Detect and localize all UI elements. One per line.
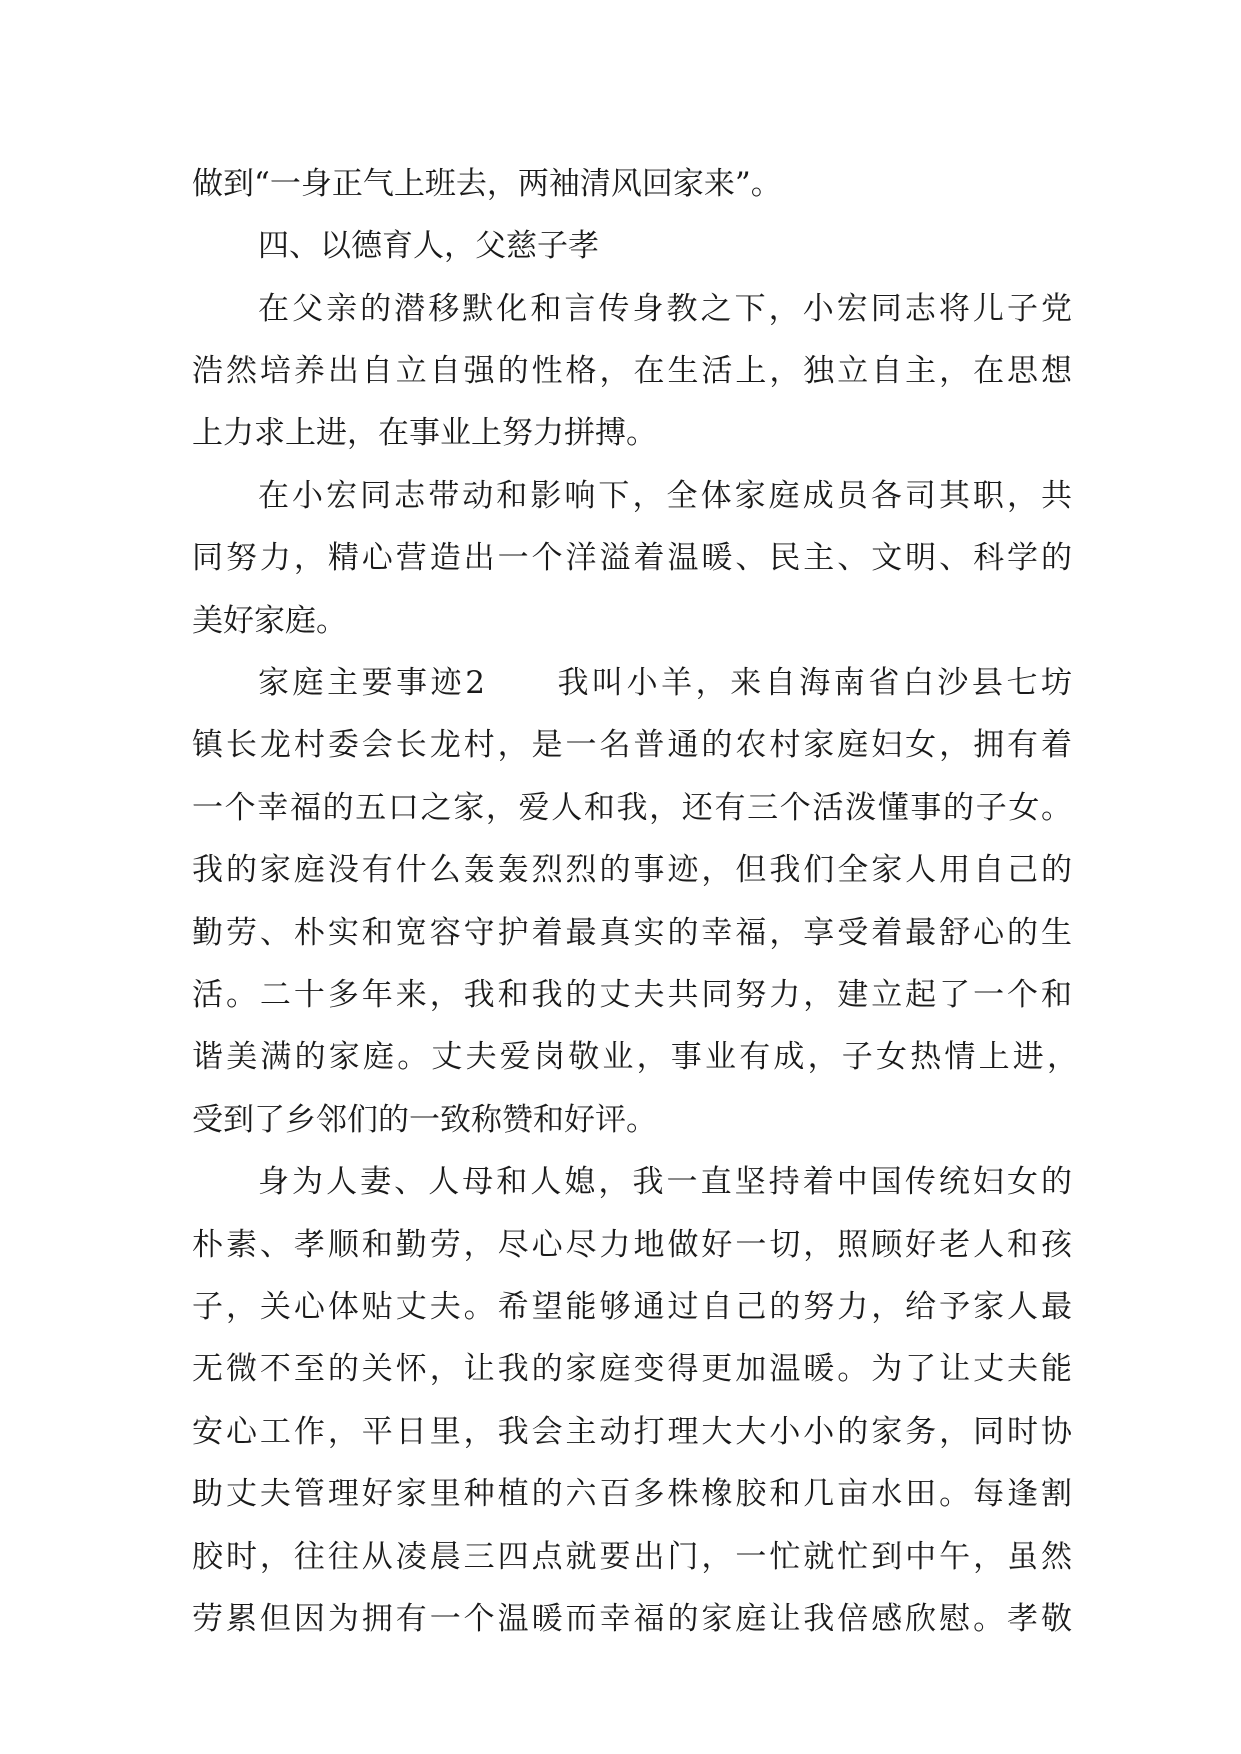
text-line: 助丈夫管理好家里种植的六百多株橡胶和几亩水田。每逢割 [192,1476,1072,1512]
text-line: 无微不至的关怀，让我的家庭变得更加温暖。为了让丈夫能 [192,1351,1072,1387]
section-heading: 四、以德育人，父慈子孝 [258,228,599,264]
text-line: 子，关心体贴丈夫。希望能够通过自己的努力，给予家人最 [192,1289,1072,1325]
text-line: 勤劳、朴实和宽容守护着最真实的幸福，享受着最舒心的生 [192,915,1072,951]
text-line: 身为人妻、人母和人媳，我一直坚持着中国传统妇女的 [258,1164,1072,1200]
text-line: 朴素、孝顺和勤劳，尽心尽力地做好一切，照顾好老人和孩 [192,1227,1072,1263]
text-line: 胶时，往往从凌晨三四点就要出门，一忙就忙到中午，虽然 [192,1539,1072,1575]
text-line: 我的家庭没有什么轰轰烈烈的事迹，但我们全家人用自己的 [192,852,1072,888]
text-line: 谐美满的家庭。丈夫爱岗敬业，事业有成，子女热情上进， [192,1039,1078,1075]
text-line: 上力求上进，在事业上努力拼搏。 [192,415,657,451]
text-line: 在小宏同志带动和影响下，全体家庭成员各司其职，共 [258,478,1072,514]
text-line: 一个幸福的五口之家，爱人和我，还有三个活泼懂事的子女。 [192,790,1072,826]
text-line: 镇长龙村委会长龙村，是一名普通的农村家庭妇女，拥有着 [192,727,1072,763]
text-line: 在父亲的潜移默化和言传身教之下，小宏同志将儿子党 [258,291,1072,327]
text-line: 家庭主要事迹2 我叫小羊，来自海南省白沙县七坊 [258,665,1072,701]
text-line: 做到“一身正气上班去，两袖清风回家来”。 [192,166,782,202]
text-line: 同努力，精心营造出一个洋溢着温暖、民主、文明、科学的 [192,540,1072,576]
text-line: 受到了乡邻们的一致称赞和好评。 [192,1102,657,1138]
text-line: 浩然培养出自立自强的性格，在生活上，独立自主，在思想 [192,353,1072,389]
text-line: 劳累但因为拥有一个温暖而幸福的家庭让我倍感欣慰。孝敬 [192,1601,1072,1637]
text-line: 活。二十多年来，我和我的丈夫共同努力，建立起了一个和 [192,977,1072,1013]
text-line: 安心工作，平日里，我会主动打理大大小小的家务，同时协 [192,1414,1072,1450]
text-line: 美好家庭。 [192,603,347,639]
